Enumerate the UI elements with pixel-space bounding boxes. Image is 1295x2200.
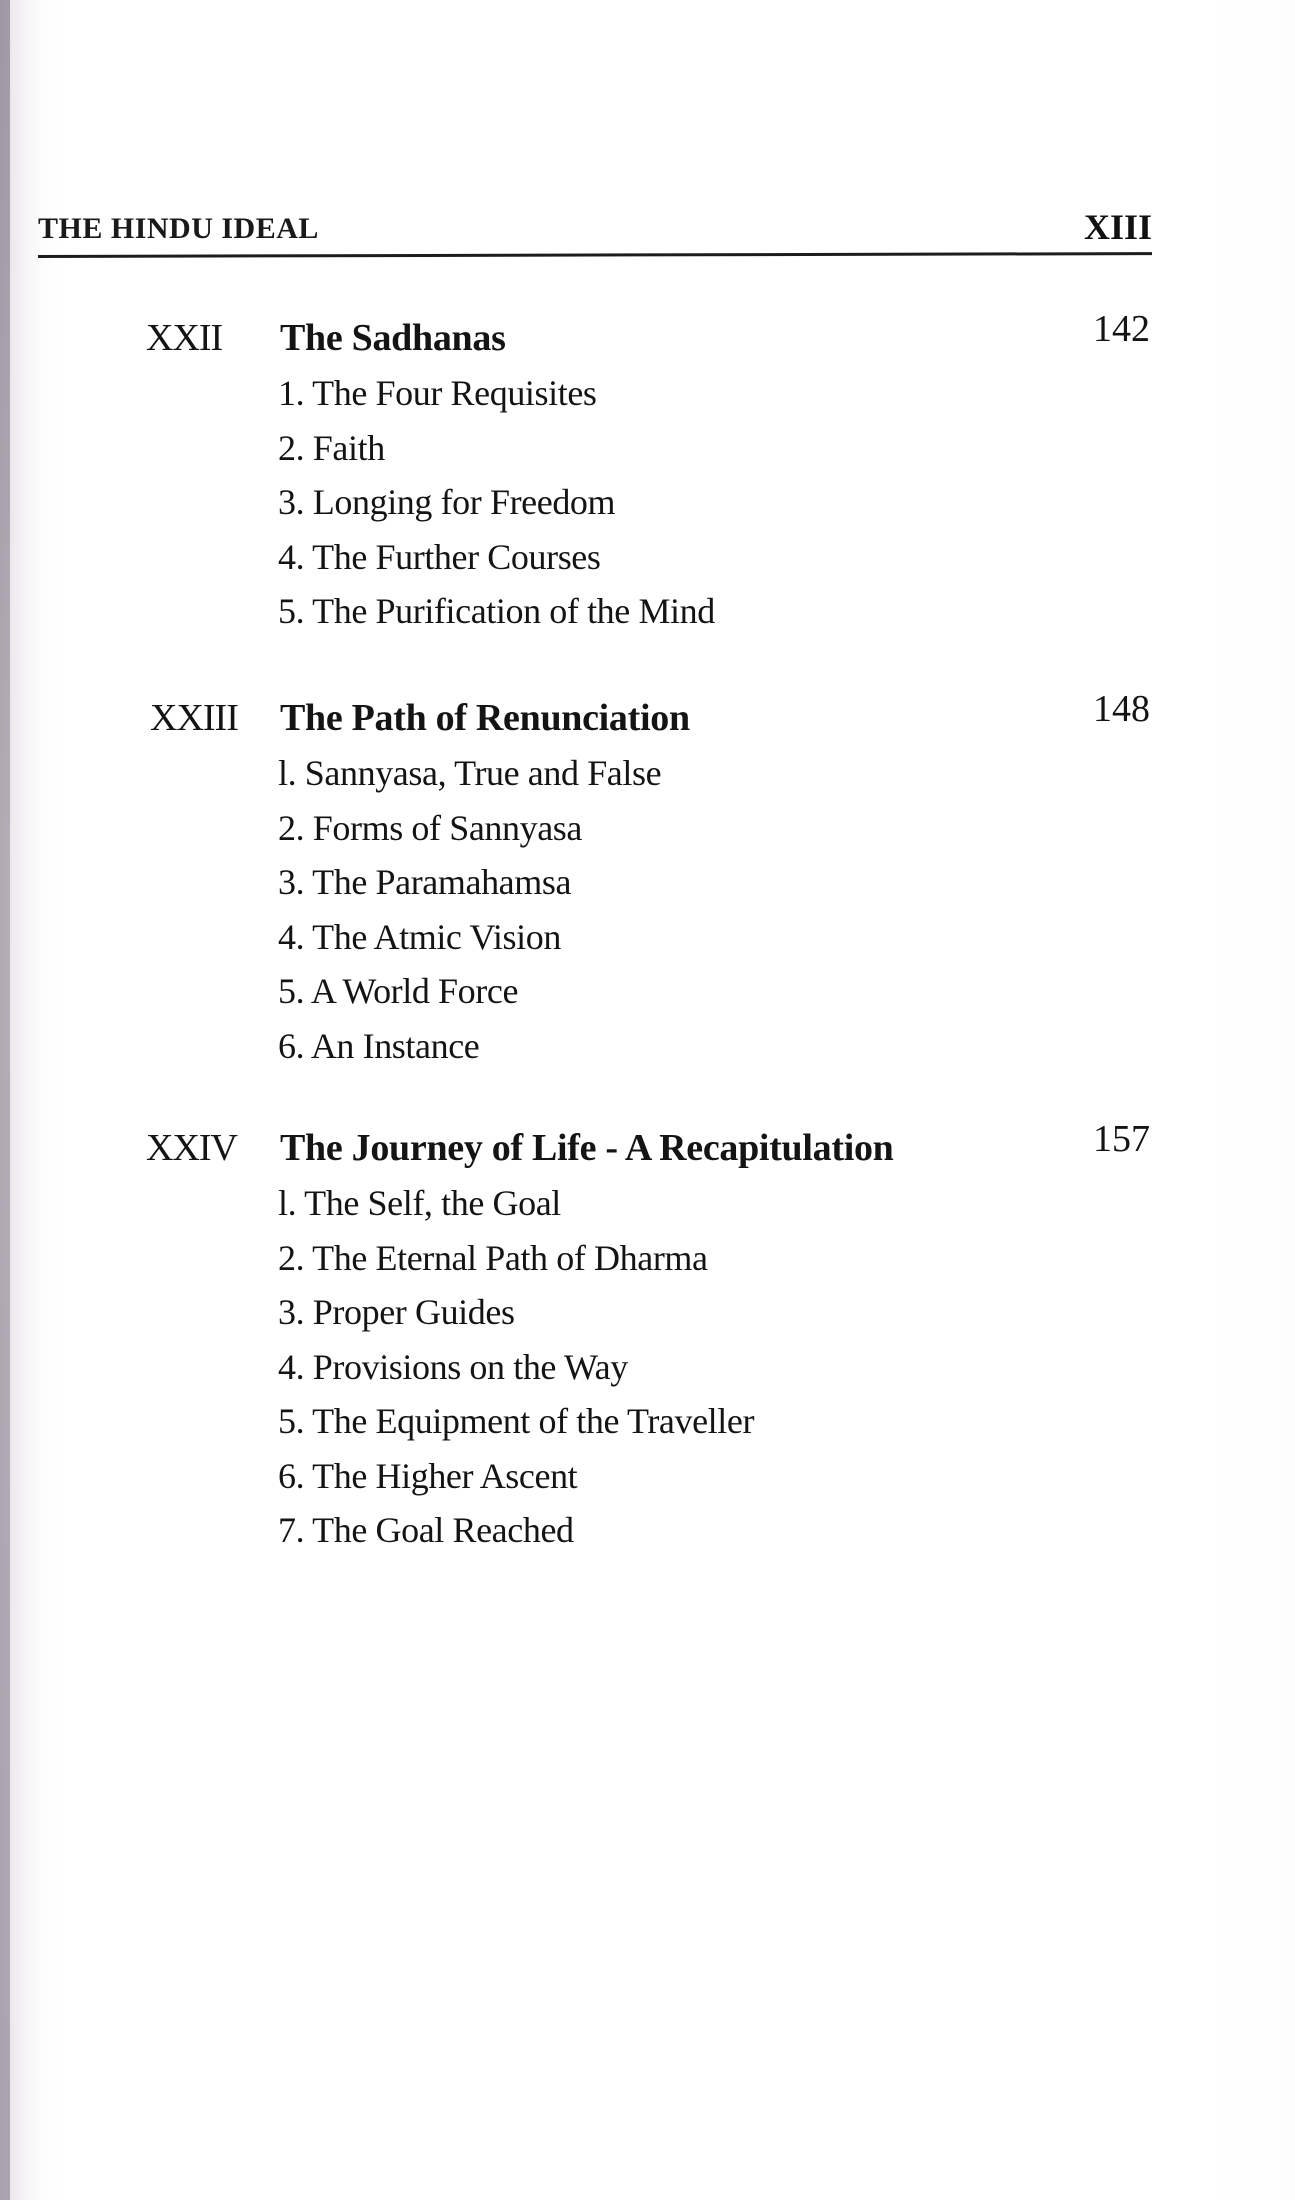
chapter-page-number: 148 bbox=[1093, 688, 1150, 730]
chapter-number: XXIV bbox=[146, 1127, 237, 1169]
chapter-number: XXII bbox=[146, 317, 223, 359]
section-item: 3. The Paramahamsa bbox=[278, 862, 572, 902]
book-spine-shadow bbox=[0, 0, 10, 2200]
chapter-page-number: 142 bbox=[1093, 308, 1150, 350]
section-list bbox=[278, 746, 661, 1073]
section-item: 6. The Higher Ascent bbox=[278, 1455, 578, 1496]
section-item: 5. A World Force bbox=[278, 971, 519, 1011]
section-item: 2. Forms of Sannyasa bbox=[278, 807, 582, 848]
page-number: XIII bbox=[1083, 207, 1152, 247]
section-item: l. The Self, the Goal bbox=[278, 1183, 561, 1223]
section-list bbox=[278, 1176, 754, 1558]
section-item: 4. The Further Courses bbox=[278, 536, 601, 577]
running-title: THE HINDU IDEAL bbox=[38, 212, 319, 245]
section-item: 4. The Atmic Vision bbox=[278, 916, 561, 957]
section-item: l. Sannyasa, True and False bbox=[278, 753, 662, 793]
section-list bbox=[278, 366, 715, 639]
section-item: 3. Longing for Freedom bbox=[278, 482, 616, 522]
section-item: 4. Provisions on the Way bbox=[278, 1346, 628, 1387]
section-item: 5. The Purification of the Mind bbox=[278, 591, 715, 631]
chapter-number: XXIII bbox=[150, 697, 238, 739]
section-item: 1. The Four Requisites bbox=[278, 373, 597, 413]
section-item: 7. The Goal Reached bbox=[278, 1510, 574, 1550]
section-item: 5. The Equipment of the Traveller bbox=[278, 1401, 755, 1441]
chapter-title: The Path of Renunciation bbox=[280, 697, 690, 739]
chapter-title: The Sadhanas bbox=[280, 317, 506, 359]
section-item: 6. An Instance bbox=[278, 1025, 480, 1066]
chapter-title: The Journey of Life - A Recapitulation bbox=[280, 1127, 894, 1169]
section-item: 3. Proper Guides bbox=[278, 1292, 515, 1332]
chapter-page-number: 157 bbox=[1093, 1118, 1150, 1160]
section-item: 2. Faith bbox=[278, 427, 385, 468]
section-item: 2. The Eternal Path of Dharma bbox=[278, 1237, 708, 1278]
